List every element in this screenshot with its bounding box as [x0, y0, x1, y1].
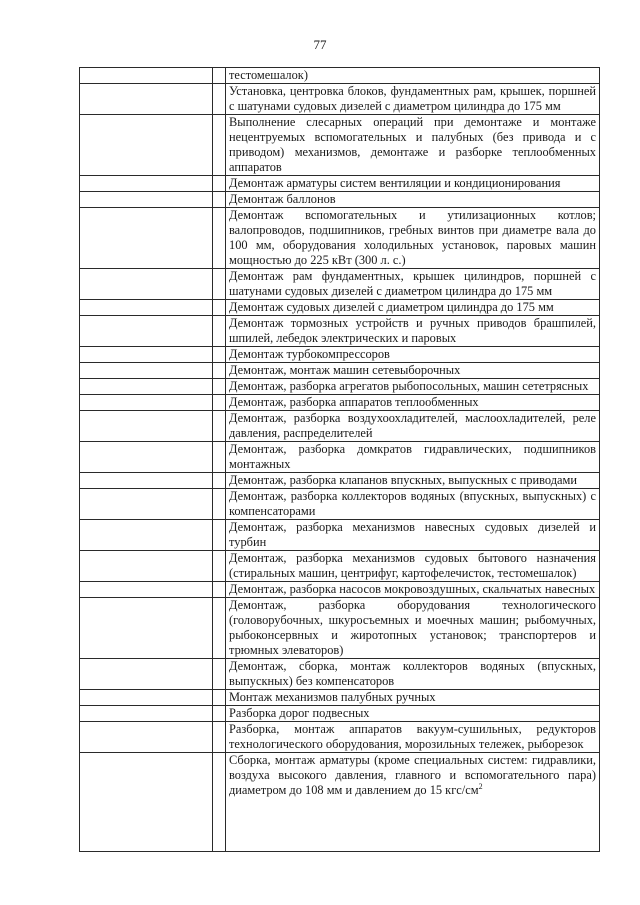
work-description-cell — [226, 489, 600, 520]
work-description-text: Демонтаж, разборка механизмов навесных судовых дизелей и турбин — [229, 520, 596, 549]
empty-left-cell — [80, 208, 213, 269]
empty-mid-cell — [213, 379, 226, 395]
table-row — [80, 473, 600, 489]
work-description-cell — [226, 659, 600, 690]
work-description-text — [229, 753, 596, 798]
work-description-cell — [226, 722, 600, 753]
empty-mid-cell — [213, 690, 226, 706]
empty-mid-cell — [213, 489, 226, 520]
table-row — [80, 192, 600, 208]
work-description-text: Демонтаж, сборка, монтаж коллекторов водяных (впускных, выпускных) без компенсаторов — [229, 659, 596, 688]
table-row — [80, 489, 600, 520]
work-description-text: Монтаж механизмов палубных ручных — [229, 690, 436, 704]
table-row — [80, 395, 600, 411]
table-row — [80, 706, 600, 722]
empty-left-cell — [80, 363, 213, 379]
work-description-cell — [226, 115, 600, 176]
empty-left-cell — [80, 753, 213, 852]
work-description-cell — [226, 598, 600, 659]
work-description-text: Демонтаж арматуры систем вентиляции и кондиционирования — [229, 176, 561, 190]
empty-left-cell — [80, 551, 213, 582]
work-description-text: Демонтаж баллонов — [229, 192, 336, 206]
work-description-text: Демонтаж, разборка коллекторов водяных (впускных, выпускных) с компенсаторами — [229, 489, 596, 518]
empty-left-cell — [80, 192, 213, 208]
empty-mid-cell — [213, 582, 226, 598]
work-description-cell — [226, 347, 600, 363]
empty-left-cell — [80, 582, 213, 598]
empty-mid-cell — [213, 442, 226, 473]
empty-mid-cell — [213, 300, 226, 316]
work-description-cell — [226, 582, 600, 598]
table-row — [80, 690, 600, 706]
empty-mid-cell — [213, 68, 226, 84]
work-description-cell — [226, 395, 600, 411]
work-description-text: Установка, центровка блоков, фундаментных рам, крышек, поршней с шатунами судовых дизелей с диаметром цилиндра до 175 мм — [229, 84, 596, 113]
work-description-text: Демонтаж, разборка домкратов гидравлических, подшипников монтажных — [229, 442, 596, 471]
empty-mid-cell — [213, 473, 226, 489]
empty-left-cell — [80, 411, 213, 442]
table-row — [80, 269, 600, 300]
empty-left-cell — [80, 68, 213, 84]
work-description-text: тестомешалок) — [229, 68, 308, 82]
work-description-cell — [226, 379, 600, 395]
empty-left-cell — [80, 84, 213, 115]
work-description-text: Демонтаж вспомогательных и утилизационных котлов; валопроводов, подшипников, гребных винтов при диаметре вала до 100 мм, оборудования холодильных установок, паровых машин мощностью до 225 кВт (300 л. с.) — [229, 208, 596, 267]
empty-mid-cell — [213, 269, 226, 300]
table-row — [80, 363, 600, 379]
work-description-cell — [226, 690, 600, 706]
work-description-text: Демонтаж рам фундаментных, крышек цилиндров, поршней с шатунами судовых дизелей с диаметром цилиндра до 175 мм — [229, 269, 596, 298]
table-row — [80, 598, 600, 659]
table-row — [80, 316, 600, 347]
empty-left-cell — [80, 520, 213, 551]
empty-mid-cell — [213, 598, 226, 659]
table-row — [80, 208, 600, 269]
empty-left-cell — [80, 395, 213, 411]
work-description-text: Демонтаж турбокомпрессоров — [229, 347, 390, 361]
empty-left-cell — [80, 176, 213, 192]
table-row — [80, 176, 600, 192]
empty-mid-cell — [213, 411, 226, 442]
work-description-text: Демонтаж, разборка клапанов впускных, выпускных с приводами — [229, 473, 577, 487]
empty-mid-cell — [213, 84, 226, 115]
empty-left-cell — [80, 300, 213, 316]
table-row — [80, 722, 600, 753]
table-row — [80, 84, 600, 115]
empty-left-cell — [80, 690, 213, 706]
table-row — [80, 442, 600, 473]
work-description-text: Демонтаж, разборка агрегатов рыбопосольных, машин сететрясных — [229, 379, 589, 393]
table-row — [80, 115, 600, 176]
empty-mid-cell — [213, 208, 226, 269]
table-row — [80, 551, 600, 582]
work-description-cell — [226, 300, 600, 316]
work-description-text: Выполнение слесарных операций при демонтаже и монтаже нецентруемых вспомогательных и палубных (без привода и с приводом) механизмов, демонтаже и разборке теплообменных аппаратов — [229, 115, 596, 174]
empty-left-cell — [80, 269, 213, 300]
work-table — [79, 67, 600, 852]
table-row — [80, 68, 600, 84]
table-row — [80, 347, 600, 363]
unit-superscript: 2 — [478, 781, 483, 791]
empty-left-cell — [80, 316, 213, 347]
table-row — [80, 300, 600, 316]
empty-mid-cell — [213, 363, 226, 379]
work-description-cell — [226, 520, 600, 551]
work-description-main: Сборка, монтаж арматуры (кроме специальных систем: гидравлики, воздуха высокого давления, главного и вспомогательного пара) диаметром до 108 мм и давлением до 15 кгс/см — [229, 753, 596, 797]
work-description-text: Разборка, монтаж аппаратов вакуум-сушильных, редукторов технологического оборудования, морозильных тележек, рыборезок — [229, 722, 596, 751]
empty-mid-cell — [213, 753, 226, 852]
empty-left-cell — [80, 347, 213, 363]
empty-mid-cell — [213, 659, 226, 690]
work-description-text: Демонтаж, разборка оборудования технологического (головорубочных, шкуросъемных и моечных машин; рыбомучных, рыбоконсервных и жиротопных установок; транспортеров и трюмных элеваторов) — [229, 598, 596, 657]
work-description-text: Демонтаж, разборка аппаратов теплообменных — [229, 395, 479, 409]
empty-mid-cell — [213, 316, 226, 347]
work-description-cell — [226, 208, 600, 269]
work-description-cell — [226, 68, 600, 84]
work-description-cell — [226, 176, 600, 192]
empty-left-cell — [80, 442, 213, 473]
empty-left-cell — [80, 659, 213, 690]
work-description-text: Демонтаж, монтаж машин сетевыборочных — [229, 363, 461, 377]
empty-left-cell — [80, 115, 213, 176]
page-number: 77 — [313, 37, 327, 52]
work-description-text: Демонтаж тормозных устройств и ручных приводов брашпилей, шпилей, лебедок электрических и паровых — [229, 316, 596, 345]
table-row — [80, 520, 600, 551]
work-description-cell — [226, 192, 600, 208]
work-description-text: Демонтаж судовых дизелей с диаметром цилиндра до 175 мм — [229, 300, 554, 314]
work-description-text: Разборка дорог подвесных — [229, 706, 370, 720]
empty-left-cell — [80, 598, 213, 659]
empty-mid-cell — [213, 551, 226, 582]
work-description-cell — [226, 363, 600, 379]
work-description-cell — [226, 753, 600, 852]
empty-mid-cell — [213, 520, 226, 551]
work-description-cell — [226, 411, 600, 442]
empty-left-cell — [80, 489, 213, 520]
empty-left-cell — [80, 722, 213, 753]
work-description-cell — [226, 316, 600, 347]
empty-mid-cell — [213, 395, 226, 411]
work-description-cell — [226, 706, 600, 722]
empty-mid-cell — [213, 176, 226, 192]
empty-mid-cell — [213, 706, 226, 722]
empty-mid-cell — [213, 347, 226, 363]
work-description-text: Демонтаж, разборка насосов мокровоздушных, скальчатых навесных — [229, 582, 596, 596]
table-row — [80, 659, 600, 690]
table-row — [80, 582, 600, 598]
empty-mid-cell — [213, 722, 226, 753]
empty-mid-cell — [213, 192, 226, 208]
empty-left-cell — [80, 379, 213, 395]
work-description-cell — [226, 442, 600, 473]
empty-mid-cell — [213, 115, 226, 176]
empty-left-cell — [80, 706, 213, 722]
work-description-text: Демонтаж, разборка механизмов судовых бытового назначения (стиральных машин, центрифуг, картофелечисток, тестомешалок) — [229, 551, 596, 580]
table-row — [80, 411, 600, 442]
work-description-cell — [226, 551, 600, 582]
work-description-text: Демонтаж, разборка воздухоохладителей, маслоохладителей, реле давления, распределителей — [229, 411, 596, 440]
work-description-cell — [226, 269, 600, 300]
table-row — [80, 379, 600, 395]
work-description-cell — [226, 84, 600, 115]
empty-left-cell — [80, 473, 213, 489]
table-row — [80, 753, 600, 852]
work-description-cell — [226, 473, 600, 489]
